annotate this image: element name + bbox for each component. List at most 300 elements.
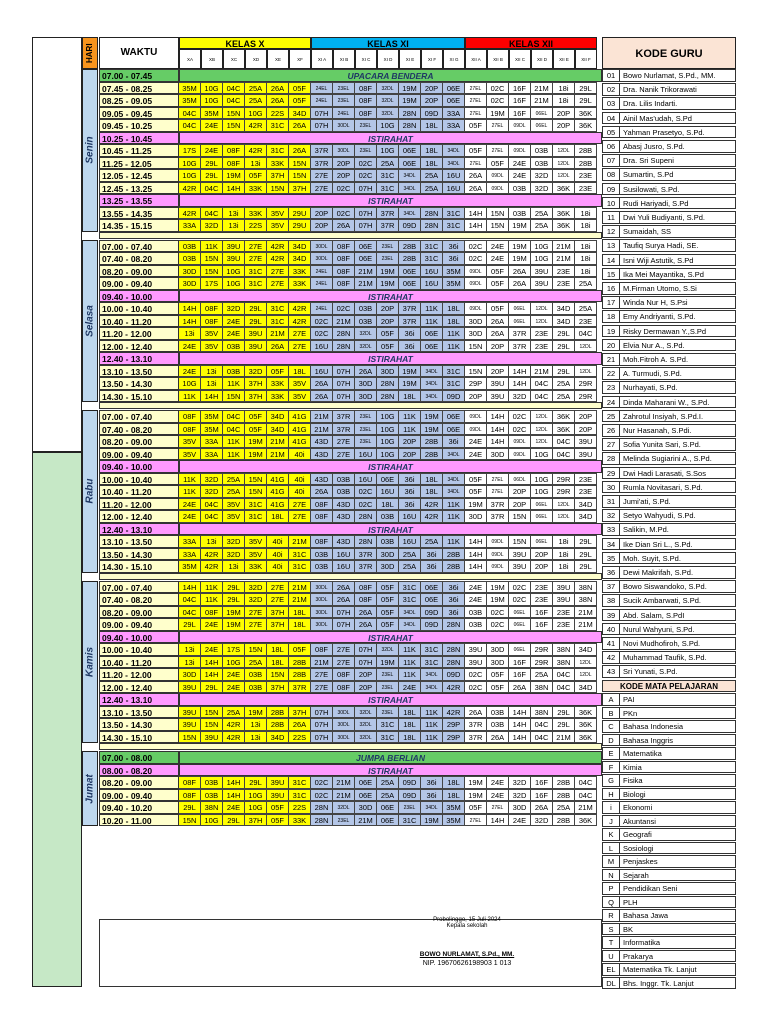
subject-name: PKn xyxy=(623,708,638,718)
schedule-cell: 24E xyxy=(201,618,223,631)
schedule-cell: 24E xyxy=(201,119,223,132)
schedule-cell: 30DL xyxy=(311,240,333,253)
subject-name: Akuntansi xyxy=(623,816,656,826)
schedule-cell: 40i xyxy=(267,548,289,561)
teacher-code-number: 32 xyxy=(603,510,620,522)
time-cell: 10.00 - 10.40 xyxy=(99,302,179,315)
schedule-cell: 20P xyxy=(355,681,377,694)
teacher-code-row xyxy=(602,310,736,323)
subject-name: Biologi xyxy=(623,789,646,799)
schedule-row xyxy=(99,731,602,744)
schedule-cell: 16F xyxy=(509,94,531,107)
schedule-cell: 18L xyxy=(443,302,465,315)
teacher-code-number: 26 xyxy=(603,425,620,437)
schedule-row xyxy=(99,460,602,473)
schedule-cell: 39U xyxy=(509,560,531,573)
schedule-cell: 32D xyxy=(531,182,553,195)
schedule-cell: 43D xyxy=(333,510,355,523)
schedule-cell: 30DL xyxy=(311,593,333,606)
schedule-cell: 14H xyxy=(465,560,487,573)
schedule-cell: 41G xyxy=(289,435,311,448)
schedule-cell: 34DL xyxy=(443,144,465,157)
schedule-cell: 18L xyxy=(377,498,399,511)
schedule-cell: 26A xyxy=(487,315,509,328)
schedule-cell: 28B xyxy=(553,789,575,802)
schedule-row xyxy=(99,801,602,814)
schedule-cell: 02C xyxy=(311,315,333,328)
schedule-cell: 09DL xyxy=(465,302,487,315)
subject-code-row xyxy=(602,923,736,936)
schedule-cell: 04C xyxy=(223,94,245,107)
schedule-cell: 34D xyxy=(553,302,575,315)
time-cell: 09.00 - 09.40 xyxy=(99,789,179,802)
time-cell: 10.20 - 11.00 xyxy=(99,814,179,827)
schedule-cell: 21M xyxy=(553,252,575,265)
time-cell: 07.00 - 07.40 xyxy=(99,240,179,253)
time-cell: 07.00 - 07.40 xyxy=(99,581,179,594)
schedule-cell: 25A xyxy=(421,182,443,195)
schedule-cell: 26A xyxy=(509,265,531,278)
schedule-cell: 08F xyxy=(355,94,377,107)
schedule-cell: 33A xyxy=(201,448,223,461)
schedule-cell: 03B xyxy=(531,157,553,170)
schedule-cell: 02C xyxy=(355,157,377,170)
teacher-code-row xyxy=(602,481,736,494)
schedule-cell: 05F xyxy=(377,327,399,340)
schedule-row xyxy=(99,365,602,378)
teacher-code-row xyxy=(602,438,736,451)
schedule-cell: 24EL xyxy=(311,94,333,107)
schedule-cell: 36i xyxy=(421,548,443,561)
schedule-cell: 29L xyxy=(553,340,575,353)
schedule-row xyxy=(99,194,602,207)
schedule-cell: 07H xyxy=(355,207,377,220)
class-subheader: XI B xyxy=(333,49,355,69)
schedule-row xyxy=(99,132,602,145)
schedule-cell: 03B xyxy=(311,560,333,573)
time-cell: 10.40 - 11.20 xyxy=(99,485,179,498)
schedule-cell: 32DL xyxy=(355,327,377,340)
schedule-cell: 06E xyxy=(377,814,399,827)
schedule-cell: 36i xyxy=(399,340,421,353)
schedule-cell: 32D xyxy=(509,390,531,403)
schedule-cell: 29L xyxy=(553,365,575,378)
schedule-cell: 38N xyxy=(575,593,597,606)
teacher-name: Abasj Jusro, S.Pd. xyxy=(623,142,685,151)
schedule-cell: 33A xyxy=(179,219,201,232)
schedule-cell: 21M xyxy=(553,731,575,744)
schedule-cell: 19M xyxy=(399,365,421,378)
schedule-row xyxy=(99,290,602,303)
schedule-cell: 12DL xyxy=(575,656,597,669)
schedule-cell: 24EL xyxy=(311,302,333,315)
schedule-cell: 42R xyxy=(421,510,443,523)
schedule-cell: 28N xyxy=(355,510,377,523)
schedule-cell: 14H xyxy=(487,814,509,827)
schedule-cell: 37H xyxy=(245,390,267,403)
schedule-cell: 35M xyxy=(443,265,465,278)
schedule-cell: 19M xyxy=(245,435,267,448)
teacher-code-row xyxy=(602,509,736,522)
schedule-cell: 36i xyxy=(443,593,465,606)
schedule-cell: 09DL xyxy=(487,182,509,195)
schedule-row xyxy=(99,423,602,436)
schedule-cell: 29P xyxy=(443,718,465,731)
teacher-code-number: 12 xyxy=(603,226,620,238)
schedule-cell: 03B xyxy=(487,718,509,731)
schedule-cell: 31C xyxy=(377,731,399,744)
schedule-cell: 12DL xyxy=(575,340,597,353)
teacher-name: M.Firman Utomo, S.Si xyxy=(623,284,697,293)
schedule-cell: 03B xyxy=(333,473,355,486)
schedule-cell: 39U xyxy=(179,718,201,731)
schedule-cell: 08F xyxy=(355,593,377,606)
schedule-cell: 21M xyxy=(311,423,333,436)
schedule-cell: 18i xyxy=(553,82,575,95)
schedule-cell: 20P xyxy=(421,94,443,107)
schedule-cell: 37H xyxy=(245,377,267,390)
schedule-cell: 36i xyxy=(421,789,443,802)
schedule-cell: 23E xyxy=(553,618,575,631)
schedule-cell: 21M xyxy=(267,448,289,461)
schedule-cell: 39U xyxy=(553,581,575,594)
schedule-cell: 30DL xyxy=(333,731,355,744)
schedule-cell: 24E xyxy=(201,144,223,157)
schedule-cell: 18i xyxy=(575,265,597,278)
schedule-cell: 43D xyxy=(333,535,355,548)
time-cell: 09.40 - 10.00 xyxy=(99,631,179,644)
day-name: Rabu xyxy=(84,478,96,504)
schedule-cell: 31C xyxy=(399,593,421,606)
schedule-cell: 21M xyxy=(531,94,553,107)
subject-code: L xyxy=(603,843,620,855)
schedule-cell: 05F xyxy=(487,668,509,681)
teacher-name: Susilowati, S.Pd. xyxy=(623,184,680,194)
teacher-name: Winda Nur H, S.Psi xyxy=(623,298,688,308)
schedule-cell: 15N xyxy=(201,265,223,278)
time-cell: 13.50 - 14.30 xyxy=(99,548,179,561)
teacher-name: Ike Dian Sri L., S.Pd. xyxy=(623,539,693,549)
schedule-cell: 06E xyxy=(377,473,399,486)
time-cell: 09.45 - 10.25 xyxy=(99,119,179,132)
schedule-cell: 23E xyxy=(575,169,597,182)
schedule-cell: 10G xyxy=(223,277,245,290)
subject-name: Bhs. Inggr. Tk. Lanjut xyxy=(623,978,694,988)
schedule-cell: 42R xyxy=(443,706,465,719)
schedule-cell: 30D xyxy=(487,448,509,461)
teacher-name: Setyo Wahyudi, S.Pd. xyxy=(623,511,696,521)
schedule-cell: 24E xyxy=(487,789,509,802)
schedule-cell: 34DL xyxy=(399,169,421,182)
schedule-cell: 08F xyxy=(333,265,355,278)
signature-place-date: Probolinggo, 15 Juli 2024 xyxy=(433,917,501,923)
schedule-cell: 42R xyxy=(267,240,289,253)
subject-code: E xyxy=(603,748,620,760)
schedule-cell: 25A xyxy=(531,668,553,681)
schedule-cell: 24E xyxy=(399,681,421,694)
teacher-code-row xyxy=(602,225,736,238)
left-margin-green xyxy=(32,452,82,987)
schedule-cell: 39U xyxy=(575,448,597,461)
schedule-cell: 04C xyxy=(179,119,201,132)
schedule-cell: 03B xyxy=(179,252,201,265)
subject-name: Bahasa Indonesia xyxy=(623,722,684,732)
schedule-cell: 07H xyxy=(311,731,333,744)
schedule-cell: 36i xyxy=(399,473,421,486)
schedule-cell: 06E xyxy=(443,82,465,95)
schedule-cell: 02C xyxy=(465,240,487,253)
schedule-cell: 03B xyxy=(201,789,223,802)
schedule-cell: 32D xyxy=(201,473,223,486)
schedule-cell: 30D xyxy=(355,377,377,390)
schedule-cell: 18L xyxy=(443,315,465,328)
teacher-code-row xyxy=(602,580,736,593)
istirahat-banner: ISTIRAHAT xyxy=(179,352,602,365)
schedule-cell: 32D xyxy=(531,814,553,827)
teacher-code-row xyxy=(602,140,736,153)
schedule-cell: 32DL xyxy=(377,82,399,95)
schedule-cell: 25A xyxy=(245,656,267,669)
schedule-cell: 28N xyxy=(377,390,399,403)
schedule-row xyxy=(99,618,602,631)
schedule-cell: 04C xyxy=(179,593,201,606)
schedule-cell: 35V xyxy=(267,207,289,220)
schedule-cell: 07H xyxy=(311,119,333,132)
schedule-cell: 30D xyxy=(179,668,201,681)
schedule-cell: 39U xyxy=(223,240,245,253)
schedule-cell: 09D xyxy=(421,107,443,120)
schedule-cell: 21M xyxy=(311,656,333,669)
schedule-cell: 15N xyxy=(201,706,223,719)
schedule-cell: 03B xyxy=(355,302,377,315)
schedule-cell: 23E xyxy=(531,340,553,353)
day-label-jumat xyxy=(82,751,98,826)
schedule-cell: 24E xyxy=(179,365,201,378)
schedule-cell: 13i xyxy=(201,377,223,390)
subject-name: Prakarya xyxy=(623,951,654,961)
schedule-cell: 42R xyxy=(267,252,289,265)
schedule-cell: 28N xyxy=(443,643,465,656)
schedule-cell: 23E xyxy=(553,277,575,290)
schedule-cell: 14H xyxy=(465,548,487,561)
schedule-cell: 06E xyxy=(399,144,421,157)
schedule-cell: 17S xyxy=(179,144,201,157)
schedule-cell: 15N xyxy=(201,718,223,731)
schedule-row xyxy=(99,656,602,669)
schedule-cell: 32DL xyxy=(377,643,399,656)
schedule-cell: 18L xyxy=(267,510,289,523)
schedule-cell: 32D xyxy=(531,169,553,182)
schedule-cell: 04C xyxy=(531,390,553,403)
teacher-code-number: 43 xyxy=(603,666,620,678)
schedule-cell: 34DL xyxy=(443,157,465,170)
schedule-cell: 18i xyxy=(553,94,575,107)
schedule-cell: 15N xyxy=(465,340,487,353)
schedule-cell: 36K xyxy=(553,219,575,232)
schedule-cell: 31C xyxy=(421,656,443,669)
schedule-cell: 19M xyxy=(465,789,487,802)
schedule-cell: 28B xyxy=(575,144,597,157)
schedule-cell: 20P xyxy=(377,315,399,328)
schedule-cell: 09DL xyxy=(509,448,531,461)
schedule-row xyxy=(99,240,602,253)
schedule-cell: 18L xyxy=(267,643,289,656)
teacher-code-row xyxy=(602,282,736,295)
time-cell: 14.30 - 15.10 xyxy=(99,560,179,573)
teacher-name: Salikin, M.Pd. xyxy=(623,525,669,535)
schedule-cell: 26A xyxy=(311,485,333,498)
schedule-cell: 23EL xyxy=(399,801,421,814)
schedule-cell: 05F xyxy=(465,473,487,486)
teacher-code-row xyxy=(602,637,736,650)
subject-code-row xyxy=(602,774,736,787)
schedule-cell: 10G xyxy=(179,157,201,170)
subject-name: Fisika xyxy=(623,776,643,786)
schedule-cell: 31C xyxy=(245,498,267,511)
schedule-cell: 02C xyxy=(355,169,377,182)
schedule-cell: 18L xyxy=(289,606,311,619)
schedule-cell: 06EL xyxy=(509,618,531,631)
schedule-cell: 09DL xyxy=(487,560,509,573)
schedule-cell: 34D xyxy=(575,510,597,523)
teacher-name: Dwi Yuli Budiyanti, S.Pd. xyxy=(623,213,705,222)
schedule-cell: 28B xyxy=(443,548,465,561)
schedule-cell: 20P xyxy=(487,340,509,353)
schedule-row xyxy=(99,789,602,802)
time-cell: 13.25 - 13.55 xyxy=(99,194,179,207)
schedule-cell: 23E xyxy=(531,593,553,606)
schedule-cell: 04C xyxy=(223,410,245,423)
class-subheader: XE xyxy=(267,49,289,69)
schedule-row xyxy=(99,340,602,353)
time-cell: 07.40 - 08.20 xyxy=(99,423,179,436)
schedule-cell: 37R xyxy=(289,681,311,694)
teacher-code-number: 18 xyxy=(603,311,620,323)
schedule-cell: 16F xyxy=(531,776,553,789)
schedule-cell: 37H xyxy=(267,618,289,631)
schedule-cell: 29R xyxy=(575,377,597,390)
schedule-cell: 34D xyxy=(575,643,597,656)
schedule-cell: 42R xyxy=(223,731,245,744)
schedule-cell: 39U xyxy=(487,377,509,390)
schedule-cell: 26A xyxy=(267,94,289,107)
schedule-cell: 34DL xyxy=(443,473,465,486)
schedule-cell: 24E xyxy=(509,169,531,182)
schedule-cell: 08F xyxy=(179,789,201,802)
schedule-cell: 36K xyxy=(575,107,597,120)
time-cell: 08.25 - 09.05 xyxy=(99,94,179,107)
teacher-code-row xyxy=(602,97,736,110)
schedule-row xyxy=(99,548,602,561)
teacher-code-row xyxy=(602,69,736,82)
schedule-row xyxy=(99,390,602,403)
time-cell: 10.40 - 11.20 xyxy=(99,656,179,669)
schedule-cell: 04C xyxy=(201,498,223,511)
schedule-row xyxy=(99,207,602,220)
schedule-cell: 07H xyxy=(333,390,355,403)
schedule-cell: 26A xyxy=(267,82,289,95)
istirahat-banner: ISTIRAHAT xyxy=(179,693,602,706)
schedule-cell: 10G xyxy=(179,377,201,390)
schedule-cell: 24EL xyxy=(333,107,355,120)
schedule-cell: 21M xyxy=(531,365,553,378)
schedule-cell: 36i xyxy=(443,435,465,448)
schedule-row xyxy=(99,69,602,82)
schedule-cell: 16F xyxy=(531,789,553,802)
teacher-name: Nurul Wahyuni, S.Pd. xyxy=(623,624,695,634)
schedule-row xyxy=(99,523,602,536)
schedule-cell: 27E xyxy=(289,327,311,340)
schedule-cell: 15N xyxy=(201,252,223,265)
schedule-cell: 25A xyxy=(399,560,421,573)
schedule-row xyxy=(99,252,602,265)
schedule-cell: 27E xyxy=(289,510,311,523)
schedule-row xyxy=(99,593,602,606)
schedule-row xyxy=(99,448,602,461)
schedule-cell: 09DL xyxy=(465,265,487,278)
schedule-cell: 05F xyxy=(289,94,311,107)
schedule-cell: 29L xyxy=(179,618,201,631)
schedule-cell: 38N xyxy=(531,706,553,719)
schedule-cell: 21M xyxy=(267,435,289,448)
schedule-cell: 27E xyxy=(311,668,333,681)
schedule-cell: 28N xyxy=(399,107,421,120)
schedule-cell: 35M xyxy=(179,94,201,107)
schedule-cell: 16U xyxy=(311,365,333,378)
istirahat-banner: ISTIRAHAT xyxy=(179,764,602,777)
schedule-cell: 32D xyxy=(509,789,531,802)
schedule-cell: 06EL xyxy=(509,606,531,619)
schedule-cell: 36i xyxy=(443,606,465,619)
schedule-cell: 15N xyxy=(223,119,245,132)
schedule-cell: 06E xyxy=(377,801,399,814)
schedule-cell: 09DL xyxy=(509,144,531,157)
schedule-cell: 41G xyxy=(267,485,289,498)
schedule-cell: 11K xyxy=(421,706,443,719)
schedule-cell: 09D xyxy=(399,776,421,789)
schedule-cell: 27EL xyxy=(487,473,509,486)
schedule-cell: 18L xyxy=(421,144,443,157)
subject-name: Matematika Tk. Lanjut xyxy=(623,965,697,975)
schedule-cell: 12DL xyxy=(553,510,575,523)
schedule-cell: 22S xyxy=(289,731,311,744)
schedule-cell: 28N xyxy=(333,327,355,340)
schedule-cell: 06EL xyxy=(509,302,531,315)
schedule-cell: 34D xyxy=(553,315,575,328)
schedule-cell: 28N xyxy=(443,656,465,669)
schedule-cell: 16F xyxy=(509,82,531,95)
subject-name: Geografi xyxy=(623,830,652,840)
schedule-cell: 41G xyxy=(267,498,289,511)
subject-name: Bahasa Inggris xyxy=(623,735,674,745)
schedule-cell: 24E xyxy=(223,801,245,814)
schedule-row xyxy=(99,327,602,340)
schedule-cell: 37R xyxy=(311,157,333,170)
schedule-cell: 31C xyxy=(399,581,421,594)
schedule-cell: 08F xyxy=(333,240,355,253)
schedule-cell: 06EL xyxy=(531,510,553,523)
schedule-cell: 39U xyxy=(245,327,267,340)
teacher-name: Moh. Suyit, S.Pd. xyxy=(623,553,681,563)
teacher-code-number: 03 xyxy=(603,98,620,110)
schedule-cell: 25A xyxy=(421,535,443,548)
schedule-cell: 25A xyxy=(399,548,421,561)
schedule-cell: 16U xyxy=(399,510,421,523)
schedule-cell: 18L xyxy=(443,776,465,789)
schedule-cell: 29U xyxy=(289,219,311,232)
subject-code: Q xyxy=(603,897,620,909)
schedule-cell: 27E xyxy=(311,681,333,694)
